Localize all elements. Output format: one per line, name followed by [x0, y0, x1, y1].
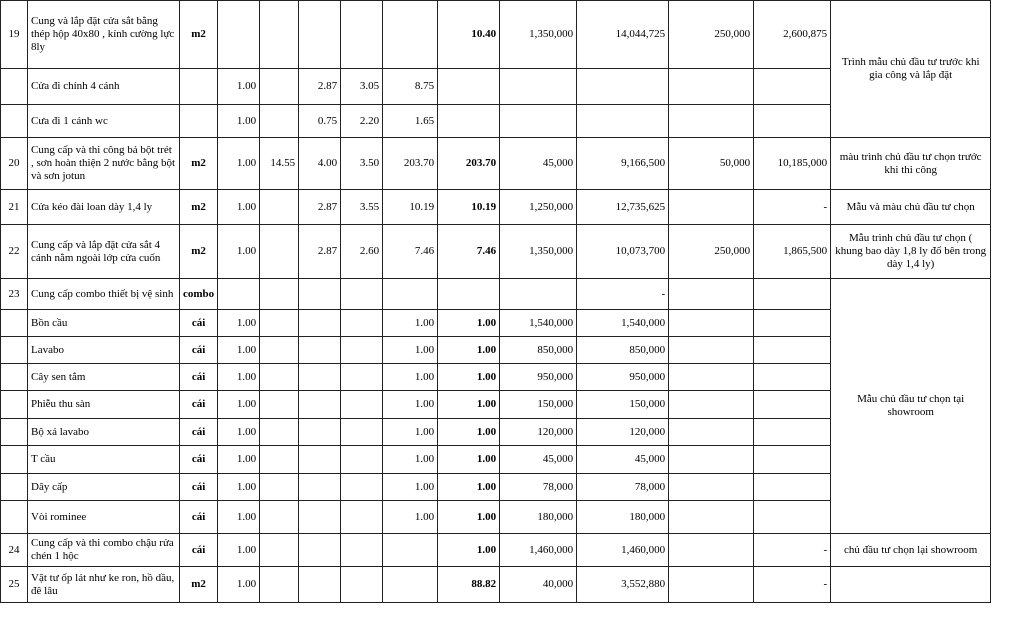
- cell-unit: cái: [180, 364, 218, 391]
- cell-amount: 78,000: [577, 474, 669, 501]
- cell-qty: 1.00: [438, 337, 500, 364]
- note-cell: [831, 567, 991, 603]
- cell-lamount: 1,865,500: [754, 225, 831, 279]
- cell-c3: [299, 337, 341, 364]
- cell-price: 1,540,000: [500, 310, 577, 337]
- cell-c5: 1.00: [383, 310, 438, 337]
- cell-lamount: -: [754, 534, 831, 567]
- cell-qty: 88.82: [438, 567, 500, 603]
- cell-c2: [260, 190, 299, 225]
- cell-c3: [299, 364, 341, 391]
- cell-desc: Cửa đi chính 4 cánh: [28, 69, 180, 105]
- table-row: [1, 534, 991, 567]
- cell-no: 23: [1, 279, 28, 310]
- cell-lamount: -: [754, 190, 831, 225]
- cell-price: [500, 279, 577, 310]
- cell-unit: cái: [180, 446, 218, 474]
- cell-c1: 1.00: [218, 364, 260, 391]
- cell-c1: 1.00: [218, 190, 260, 225]
- cell-amount: 9,166,500: [577, 138, 669, 190]
- cell-unit: cái: [180, 391, 218, 419]
- note-cell: Mẫu trình chủ đầu tư chọn ( khung bao dày 1,8 ly đố bên trong dày 1,4 ly): [831, 225, 991, 279]
- note-cell: Mẫu chủ đầu tư chọn tại showroom: [831, 279, 991, 534]
- cell-lamount: [754, 501, 831, 534]
- cell-no: 21: [1, 190, 28, 225]
- cell-c2: [260, 567, 299, 603]
- cell-c5: [383, 279, 438, 310]
- cell-unit: cái: [180, 310, 218, 337]
- cell-desc: Phiễu thu sàn: [28, 391, 180, 419]
- note-cell: màu trình chủ đầu tư chọn trước khi thi công: [831, 138, 991, 190]
- cell-c3: 4.00: [299, 138, 341, 190]
- cell-amount: 950,000: [577, 364, 669, 391]
- cell-c2: [260, 225, 299, 279]
- note-cell: Mẫu và màu chủ đầu tư chọn: [831, 190, 991, 225]
- cell-desc: Cửa kéo đài loan dày 1,4 ly: [28, 190, 180, 225]
- cell-qty: 1.00: [438, 310, 500, 337]
- cell-no: 25: [1, 567, 28, 603]
- cell-c1: 1.00: [218, 105, 260, 138]
- cell-unit: cái: [180, 501, 218, 534]
- cell-desc: Cây sen tắm: [28, 364, 180, 391]
- cell-c1: 1.00: [218, 337, 260, 364]
- cell-c5: 7.46: [383, 225, 438, 279]
- cell-c5: [383, 534, 438, 567]
- cell-amount: 1,540,000: [577, 310, 669, 337]
- cell-c3: [299, 534, 341, 567]
- cell-c1: 1.00: [218, 419, 260, 446]
- cell-unit: m2: [180, 567, 218, 603]
- cell-desc: Cưa đi 1 cánh wc: [28, 105, 180, 138]
- cell-price: 950,000: [500, 364, 577, 391]
- cell-desc: Cung cấp và thi combo chậu rửa chén 1 hộc: [28, 534, 180, 567]
- cell-price: 1,460,000: [500, 534, 577, 567]
- cell-lamount: [754, 337, 831, 364]
- cell-c5: 1.00: [383, 391, 438, 419]
- cell-c2: [260, 337, 299, 364]
- table-row: [1, 190, 991, 225]
- cell-c4: [341, 279, 383, 310]
- cell-desc: Vật tư ốp lát như ke ron, hồ dầu, đê lâu: [28, 567, 180, 603]
- cell-c1: 1.00: [218, 391, 260, 419]
- cell-qty: 1.00: [438, 501, 500, 534]
- cell-qty: 1.00: [438, 474, 500, 501]
- cell-c1: 1.00: [218, 310, 260, 337]
- cell-lprice: 250,000: [669, 225, 754, 279]
- cell-desc: Bồn cầu: [28, 310, 180, 337]
- cell-lamount: [754, 419, 831, 446]
- cell-c4: 3.05: [341, 69, 383, 105]
- cell-c5: 1.00: [383, 446, 438, 474]
- cell-c5: [383, 567, 438, 603]
- cell-lprice: 50,000: [669, 138, 754, 190]
- cell-amount: 10,073,700: [577, 225, 669, 279]
- cell-no: [1, 105, 28, 138]
- cell-lamount: 2,600,875: [754, 1, 831, 69]
- cell-unit: cái: [180, 419, 218, 446]
- cell-c3: 2.87: [299, 69, 341, 105]
- cell-c1: 1.00: [218, 474, 260, 501]
- cell-lprice: [669, 501, 754, 534]
- cell-c5: 1.00: [383, 364, 438, 391]
- cell-c5: 1.00: [383, 474, 438, 501]
- cell-c1: 1.00: [218, 567, 260, 603]
- cell-price: 850,000: [500, 337, 577, 364]
- cell-lamount: [754, 474, 831, 501]
- cell-c3: [299, 419, 341, 446]
- cell-c2: [260, 419, 299, 446]
- cell-qty: 7.46: [438, 225, 500, 279]
- cell-no: [1, 391, 28, 419]
- cell-amount: -: [577, 279, 669, 310]
- table-row: [1, 138, 991, 190]
- cell-amount: 3,552,880: [577, 567, 669, 603]
- cell-c5: 8.75: [383, 69, 438, 105]
- cell-c3: [299, 446, 341, 474]
- cell-c4: [341, 391, 383, 419]
- cell-unit: m2: [180, 1, 218, 69]
- cell-lprice: [669, 391, 754, 419]
- cell-lamount: [754, 310, 831, 337]
- cell-qty: [438, 69, 500, 105]
- cell-unit: cái: [180, 337, 218, 364]
- cell-unit: m2: [180, 138, 218, 190]
- cell-c4: [341, 474, 383, 501]
- cell-c2: [260, 446, 299, 474]
- cell-lamount: 10,185,000: [754, 138, 831, 190]
- cell-c5: 1.00: [383, 501, 438, 534]
- cell-c4: [341, 501, 383, 534]
- cell-c5: 1.00: [383, 419, 438, 446]
- cell-amount: 850,000: [577, 337, 669, 364]
- cell-c2: [260, 1, 299, 69]
- cell-lprice: [669, 534, 754, 567]
- cell-c5: 1.65: [383, 105, 438, 138]
- cell-lamount: [754, 69, 831, 105]
- cell-c2: [260, 279, 299, 310]
- cell-c2: [260, 391, 299, 419]
- cell-c3: [299, 474, 341, 501]
- cell-price: 1,350,000: [500, 1, 577, 69]
- cell-unit: m2: [180, 225, 218, 279]
- table-row: [1, 567, 991, 603]
- cell-c4: [341, 310, 383, 337]
- cell-c3: [299, 310, 341, 337]
- cell-c3: 2.87: [299, 190, 341, 225]
- cell-lamount: [754, 446, 831, 474]
- cell-lprice: [669, 105, 754, 138]
- cell-amount: [577, 69, 669, 105]
- cell-c2: 14.55: [260, 138, 299, 190]
- cell-no: [1, 474, 28, 501]
- cell-lprice: [669, 337, 754, 364]
- cell-no: [1, 446, 28, 474]
- cell-no: [1, 69, 28, 105]
- cell-c2: [260, 534, 299, 567]
- cell-c2: [260, 310, 299, 337]
- cell-lamount: [754, 279, 831, 310]
- cell-price: 180,000: [500, 501, 577, 534]
- cell-qty: 1.00: [438, 534, 500, 567]
- cell-no: 19: [1, 1, 28, 69]
- cell-lprice: [669, 190, 754, 225]
- cell-no: [1, 364, 28, 391]
- cell-c4: 2.60: [341, 225, 383, 279]
- cell-no: [1, 501, 28, 534]
- cell-c1: 1.00: [218, 138, 260, 190]
- cell-qty: 1.00: [438, 391, 500, 419]
- cell-qty: [438, 105, 500, 138]
- cell-desc: Vòi rominee: [28, 501, 180, 534]
- cell-c1: [218, 1, 260, 69]
- cell-price: 150,000: [500, 391, 577, 419]
- table-row: [1, 1, 991, 69]
- cell-lprice: [669, 567, 754, 603]
- cell-no: [1, 419, 28, 446]
- cell-c1: [218, 279, 260, 310]
- cell-c4: 2.20: [341, 105, 383, 138]
- cell-c5: 1.00: [383, 337, 438, 364]
- table-row: [1, 225, 991, 279]
- cell-amount: 120,000: [577, 419, 669, 446]
- cell-c2: [260, 474, 299, 501]
- cell-c5: 10.19: [383, 190, 438, 225]
- cell-amount: [577, 105, 669, 138]
- cell-desc: T cầu: [28, 446, 180, 474]
- note-cell: chủ đầu tư chọn lại showroom: [831, 534, 991, 567]
- cell-c4: [341, 567, 383, 603]
- cell-c4: [341, 419, 383, 446]
- cell-c3: [299, 1, 341, 69]
- cell-lprice: [669, 364, 754, 391]
- cell-price: 40,000: [500, 567, 577, 603]
- cell-no: [1, 310, 28, 337]
- cell-c1: 1.00: [218, 69, 260, 105]
- cell-lprice: [669, 310, 754, 337]
- cell-c4: [341, 364, 383, 391]
- cell-c3: [299, 501, 341, 534]
- cell-lprice: [669, 279, 754, 310]
- cell-c4: [341, 337, 383, 364]
- cell-unit: m2: [180, 190, 218, 225]
- cell-c4: [341, 1, 383, 69]
- cell-lamount: -: [754, 567, 831, 603]
- cell-c2: [260, 69, 299, 105]
- cell-desc: Lavabo: [28, 337, 180, 364]
- cell-lamount: [754, 364, 831, 391]
- cell-c3: [299, 567, 341, 603]
- cell-no: [1, 337, 28, 364]
- cell-price: 45,000: [500, 138, 577, 190]
- cell-lamount: [754, 391, 831, 419]
- note-cell: Trình mẫu chủ đầu tư trước khi gia công và lắp đặt: [831, 1, 991, 138]
- cell-price: 78,000: [500, 474, 577, 501]
- cell-amount: 14,044,725: [577, 1, 669, 69]
- cell-c1: 1.00: [218, 225, 260, 279]
- cell-lamount: [754, 105, 831, 138]
- cell-amount: 45,000: [577, 446, 669, 474]
- cell-c3: 2.87: [299, 225, 341, 279]
- cell-desc: Cung cấp và thi công bả bột trét , sơn hoàn thiện 2 nước bằng bột và sơn jotun: [28, 138, 180, 190]
- cell-c4: 3.55: [341, 190, 383, 225]
- cell-c4: 3.50: [341, 138, 383, 190]
- cell-qty: 1.00: [438, 419, 500, 446]
- cell-no: 20: [1, 138, 28, 190]
- cell-price: 120,000: [500, 419, 577, 446]
- cell-c2: [260, 105, 299, 138]
- cell-c3: [299, 391, 341, 419]
- cell-desc: Cung và lắp đặt cửa sắt bằng thép hộp 40x80 , kính cường lực 8ly: [28, 1, 180, 69]
- cell-lprice: [669, 474, 754, 501]
- cell-price: 45,000: [500, 446, 577, 474]
- cell-desc: Dây cấp: [28, 474, 180, 501]
- cell-amount: 1,460,000: [577, 534, 669, 567]
- table-row: [1, 279, 991, 310]
- cell-unit: combo: [180, 279, 218, 310]
- cell-price: 1,250,000: [500, 190, 577, 225]
- cell-lprice: [669, 419, 754, 446]
- cell-price: [500, 105, 577, 138]
- cell-c3: [299, 279, 341, 310]
- cell-unit: cái: [180, 474, 218, 501]
- cell-c2: [260, 501, 299, 534]
- cell-price: 1,350,000: [500, 225, 577, 279]
- cell-c4: [341, 534, 383, 567]
- cell-desc: Bộ xả lavabo: [28, 419, 180, 446]
- cell-qty: 10.40: [438, 1, 500, 69]
- cell-unit: cái: [180, 534, 218, 567]
- cell-no: 24: [1, 534, 28, 567]
- cell-desc: Cung cấp và lắp đặt cửa sắt 4 cánh nằm ngoài lớp cửa cuốn: [28, 225, 180, 279]
- cell-lprice: [669, 69, 754, 105]
- cell-no: 22: [1, 225, 28, 279]
- cell-qty: 1.00: [438, 364, 500, 391]
- cell-qty: [438, 279, 500, 310]
- cell-price: [500, 69, 577, 105]
- cell-c4: [341, 446, 383, 474]
- cell-c1: 1.00: [218, 501, 260, 534]
- cell-amount: 150,000: [577, 391, 669, 419]
- cell-qty: 10.19: [438, 190, 500, 225]
- cell-c1: 1.00: [218, 534, 260, 567]
- cell-c5: 203.70: [383, 138, 438, 190]
- cell-c2: [260, 364, 299, 391]
- cell-c1: 1.00: [218, 446, 260, 474]
- cell-unit: [180, 105, 218, 138]
- cell-amount: 180,000: [577, 501, 669, 534]
- cell-unit: [180, 69, 218, 105]
- cell-qty: 1.00: [438, 446, 500, 474]
- cell-qty: 203.70: [438, 138, 500, 190]
- cell-lprice: [669, 446, 754, 474]
- cell-c3: 0.75: [299, 105, 341, 138]
- cell-c5: [383, 1, 438, 69]
- cell-amount: 12,735,625: [577, 190, 669, 225]
- cell-lprice: 250,000: [669, 1, 754, 69]
- cell-desc: Cung cấp combo thiết bị vệ sinh: [28, 279, 180, 310]
